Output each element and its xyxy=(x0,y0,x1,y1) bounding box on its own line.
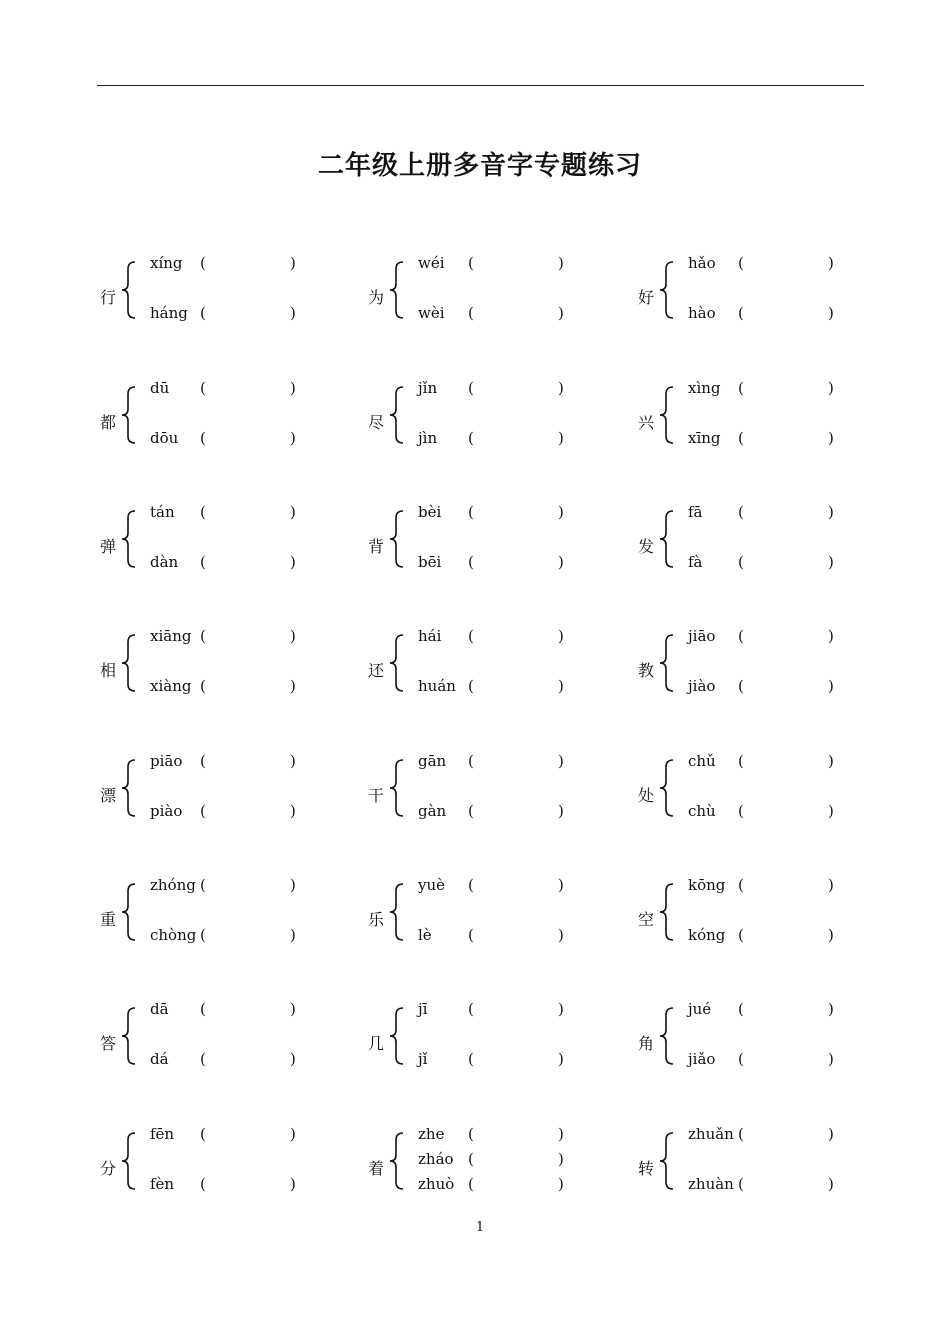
pinyin-label: zhuǎn xyxy=(688,1125,734,1143)
exercise-entry xyxy=(638,625,898,715)
answer-paren-open: ( xyxy=(200,1125,206,1143)
character: 行 xyxy=(100,288,117,307)
answer-paren-open: ( xyxy=(468,553,474,571)
character: 转 xyxy=(638,1159,655,1178)
answer-paren-open: ( xyxy=(738,429,744,447)
pinyin-label: jué xyxy=(688,1000,712,1018)
answer-paren-close: ) xyxy=(828,553,834,571)
answer-paren-open: ( xyxy=(200,752,206,770)
answer-paren-open: ( xyxy=(200,254,206,272)
pinyin-label: jiào xyxy=(688,677,716,695)
curly-brace-icon xyxy=(119,509,139,569)
answer-paren-open: ( xyxy=(738,553,744,571)
pinyin-label: fà xyxy=(688,553,703,571)
answer-paren-close: ) xyxy=(828,926,834,944)
answer-paren-close: ) xyxy=(828,1000,834,1018)
curly-brace-icon xyxy=(387,1006,407,1066)
curly-brace-icon xyxy=(387,385,407,445)
pinyin-label: zháo xyxy=(418,1150,454,1168)
answer-paren-open: ( xyxy=(200,304,206,322)
answer-paren-close: ) xyxy=(828,802,834,820)
answer-paren-open: ( xyxy=(468,1125,474,1143)
character: 发 xyxy=(638,537,655,556)
answer-paren-close: ) xyxy=(290,876,296,894)
pinyin-label: zhuàn xyxy=(688,1175,734,1193)
answer-paren-close: ) xyxy=(828,379,834,397)
character: 答 xyxy=(100,1034,117,1053)
curly-brace-icon xyxy=(657,260,677,320)
pinyin-label: zhuò xyxy=(418,1175,455,1193)
answer-paren-close: ) xyxy=(290,802,296,820)
pinyin-label: xìng xyxy=(688,379,721,397)
answer-paren-close: ) xyxy=(828,752,834,770)
answer-paren-open: ( xyxy=(468,254,474,272)
pinyin-label: zhóng xyxy=(150,876,196,894)
answer-paren-close: ) xyxy=(558,876,564,894)
pinyin-label: dá xyxy=(150,1050,169,1068)
answer-paren-close: ) xyxy=(290,627,296,645)
answer-paren-close: ) xyxy=(558,379,564,397)
pinyin-label: fèn xyxy=(150,1175,175,1193)
character: 重 xyxy=(100,910,117,929)
character: 几 xyxy=(368,1034,385,1053)
pinyin-label: jī xyxy=(418,1000,428,1018)
curly-brace-icon xyxy=(657,633,677,693)
exercise-entry xyxy=(638,998,898,1088)
answer-paren-open: ( xyxy=(200,553,206,571)
answer-paren-open: ( xyxy=(468,429,474,447)
answer-paren-open: ( xyxy=(468,926,474,944)
pinyin-label: huán xyxy=(418,677,456,695)
answer-paren-close: ) xyxy=(290,1000,296,1018)
pinyin-label: gàn xyxy=(418,802,447,820)
curly-brace-icon xyxy=(119,1006,139,1066)
exercise-entry xyxy=(368,1123,628,1213)
answer-paren-close: ) xyxy=(290,379,296,397)
character: 分 xyxy=(100,1159,117,1178)
pinyin-label: chù xyxy=(688,802,716,820)
answer-paren-close: ) xyxy=(558,802,564,820)
answer-paren-open: ( xyxy=(468,876,474,894)
curly-brace-icon xyxy=(119,633,139,693)
answer-paren-open: ( xyxy=(738,752,744,770)
answer-paren-open: ( xyxy=(738,876,744,894)
answer-paren-close: ) xyxy=(558,503,564,521)
pinyin-label: xīng xyxy=(688,429,721,447)
pinyin-label: háng xyxy=(150,304,188,322)
character: 背 xyxy=(368,537,385,556)
answer-paren-open: ( xyxy=(738,1125,744,1143)
answer-paren-open: ( xyxy=(738,802,744,820)
pinyin-label: tán xyxy=(150,503,175,521)
answer-paren-close: ) xyxy=(828,304,834,322)
character: 兴 xyxy=(638,413,655,432)
answer-paren-close: ) xyxy=(290,1050,296,1068)
curly-brace-icon xyxy=(387,1131,407,1191)
pinyin-label: dōu xyxy=(150,429,179,447)
pinyin-label: jǐ xyxy=(418,1050,428,1068)
exercise-entry xyxy=(100,501,360,591)
answer-paren-open: ( xyxy=(738,627,744,645)
answer-paren-open: ( xyxy=(468,503,474,521)
answer-paren-close: ) xyxy=(828,627,834,645)
character: 角 xyxy=(638,1034,655,1053)
answer-paren-open: ( xyxy=(468,1150,474,1168)
exercise-entry xyxy=(100,998,360,1088)
page-title: 二年级上册多音字专题练习 xyxy=(317,151,642,181)
pinyin-label: dū xyxy=(150,379,170,397)
exercise-entry xyxy=(100,377,360,467)
pinyin-label: jiǎo xyxy=(688,1050,716,1068)
pinyin-label: lè xyxy=(418,926,432,944)
curly-brace-icon xyxy=(387,509,407,569)
exercise-entry xyxy=(368,501,628,591)
curly-brace-icon xyxy=(119,758,139,818)
answer-paren-close: ) xyxy=(558,926,564,944)
answer-paren-open: ( xyxy=(468,1175,474,1193)
answer-paren-open: ( xyxy=(200,677,206,695)
answer-paren-open: ( xyxy=(468,304,474,322)
character: 好 xyxy=(638,288,655,307)
answer-paren-open: ( xyxy=(200,429,206,447)
answer-paren-close: ) xyxy=(828,1125,834,1143)
pinyin-label: chòng xyxy=(150,926,197,944)
answer-paren-open: ( xyxy=(468,677,474,695)
answer-paren-close: ) xyxy=(558,304,564,322)
answer-paren-open: ( xyxy=(200,503,206,521)
answer-paren-close: ) xyxy=(558,1050,564,1068)
curly-brace-icon xyxy=(119,260,139,320)
answer-paren-close: ) xyxy=(558,1000,564,1018)
exercise-entry xyxy=(638,750,898,840)
answer-paren-close: ) xyxy=(558,553,564,571)
answer-paren-open: ( xyxy=(738,926,744,944)
answer-paren-close: ) xyxy=(290,1125,296,1143)
pinyin-label: zhe xyxy=(418,1125,445,1143)
curly-brace-icon xyxy=(387,758,407,818)
answer-paren-open: ( xyxy=(738,254,744,272)
pinyin-label: jiāo xyxy=(688,627,716,645)
character: 处 xyxy=(638,786,655,805)
answer-paren-close: ) xyxy=(290,553,296,571)
answer-paren-close: ) xyxy=(828,254,834,272)
exercise-entry xyxy=(100,750,360,840)
character: 乐 xyxy=(368,910,385,929)
curly-brace-icon xyxy=(657,758,677,818)
exercise-entry xyxy=(638,874,898,964)
exercise-entry xyxy=(368,252,628,342)
exercise-entry xyxy=(368,750,628,840)
answer-paren-open: ( xyxy=(468,802,474,820)
answer-paren-open: ( xyxy=(200,876,206,894)
pinyin-label: hái xyxy=(418,627,442,645)
answer-paren-open: ( xyxy=(738,1000,744,1018)
curly-brace-icon xyxy=(387,260,407,320)
character: 教 xyxy=(638,661,655,680)
curly-brace-icon xyxy=(387,882,407,942)
exercise-entry xyxy=(100,874,360,964)
exercise-entry xyxy=(100,625,360,715)
answer-paren-open: ( xyxy=(468,1000,474,1018)
answer-paren-close: ) xyxy=(828,876,834,894)
answer-paren-close: ) xyxy=(558,677,564,695)
answer-paren-close: ) xyxy=(558,627,564,645)
character: 相 xyxy=(100,661,117,680)
exercise-entry xyxy=(638,377,898,467)
answer-paren-open: ( xyxy=(200,802,206,820)
pinyin-label: jìn xyxy=(418,429,438,447)
character: 漂 xyxy=(100,786,117,805)
exercise-entry xyxy=(368,625,628,715)
answer-paren-open: ( xyxy=(468,1050,474,1068)
answer-paren-close: ) xyxy=(828,1175,834,1193)
curly-brace-icon xyxy=(657,882,677,942)
pinyin-label: dā xyxy=(150,1000,169,1018)
pinyin-label: hǎo xyxy=(688,254,716,272)
answer-paren-close: ) xyxy=(828,429,834,447)
answer-paren-close: ) xyxy=(290,926,296,944)
pinyin-label: hào xyxy=(688,304,716,322)
character: 干 xyxy=(368,786,385,805)
curly-brace-icon xyxy=(657,509,677,569)
answer-paren-open: ( xyxy=(738,1050,744,1068)
answer-paren-open: ( xyxy=(738,1175,744,1193)
answer-paren-open: ( xyxy=(200,1050,206,1068)
exercise-entry xyxy=(368,998,628,1088)
answer-paren-close: ) xyxy=(828,677,834,695)
curly-brace-icon xyxy=(657,1006,677,1066)
answer-paren-close: ) xyxy=(828,1050,834,1068)
exercise-entry xyxy=(100,1123,360,1213)
answer-paren-close: ) xyxy=(828,503,834,521)
answer-paren-open: ( xyxy=(738,677,744,695)
pinyin-label: xíng xyxy=(150,254,183,272)
pinyin-label: fēn xyxy=(150,1125,175,1143)
answer-paren-close: ) xyxy=(558,1175,564,1193)
answer-paren-close: ) xyxy=(290,752,296,770)
pinyin-label: fā xyxy=(688,503,703,521)
curly-brace-icon xyxy=(119,1131,139,1191)
exercise-entry xyxy=(638,252,898,342)
page-number: 1 xyxy=(475,1220,485,1235)
character: 还 xyxy=(368,661,385,680)
curly-brace-icon xyxy=(119,385,139,445)
character: 着 xyxy=(368,1159,385,1178)
answer-paren-close: ) xyxy=(290,304,296,322)
answer-paren-close: ) xyxy=(290,677,296,695)
curly-brace-icon xyxy=(119,882,139,942)
answer-paren-close: ) xyxy=(290,503,296,521)
character: 尽 xyxy=(368,413,385,432)
curly-brace-icon xyxy=(657,1131,677,1191)
exercise-entry xyxy=(368,377,628,467)
curly-brace-icon xyxy=(657,385,677,445)
answer-paren-close: ) xyxy=(290,1175,296,1193)
answer-paren-open: ( xyxy=(468,379,474,397)
answer-paren-close: ) xyxy=(558,1125,564,1143)
answer-paren-open: ( xyxy=(200,1000,206,1018)
pinyin-label: xiàng xyxy=(150,677,192,695)
answer-paren-close: ) xyxy=(558,429,564,447)
curly-brace-icon xyxy=(387,633,407,693)
pinyin-label: chǔ xyxy=(688,752,716,770)
answer-paren-open: ( xyxy=(200,627,206,645)
pinyin-label: xiāng xyxy=(150,627,192,645)
character: 弹 xyxy=(100,537,117,556)
pinyin-label: kóng xyxy=(688,926,726,944)
exercise-entry xyxy=(638,501,898,591)
pinyin-label: piào xyxy=(150,802,183,820)
answer-paren-open: ( xyxy=(738,503,744,521)
answer-paren-close: ) xyxy=(558,752,564,770)
pinyin-label: dàn xyxy=(150,553,179,571)
pinyin-label: jǐn xyxy=(418,379,438,397)
exercise-entry xyxy=(638,1123,898,1213)
answer-paren-open: ( xyxy=(738,304,744,322)
exercise-entry xyxy=(100,252,360,342)
pinyin-label: piāo xyxy=(150,752,183,770)
character: 空 xyxy=(638,910,655,929)
answer-paren-close: ) xyxy=(290,254,296,272)
answer-paren-open: ( xyxy=(468,752,474,770)
pinyin-label: gān xyxy=(418,752,447,770)
header-rule xyxy=(97,85,864,86)
answer-paren-open: ( xyxy=(738,379,744,397)
answer-paren-open: ( xyxy=(200,379,206,397)
pinyin-label: kōng xyxy=(688,876,726,894)
answer-paren-open: ( xyxy=(200,926,206,944)
exercise-entry xyxy=(368,874,628,964)
character: 为 xyxy=(368,288,385,307)
pinyin-label: yuè xyxy=(418,876,446,894)
pinyin-label: wéi xyxy=(418,254,445,272)
pinyin-label: bèi xyxy=(418,503,442,521)
answer-paren-open: ( xyxy=(468,627,474,645)
answer-paren-open: ( xyxy=(200,1175,206,1193)
answer-paren-close: ) xyxy=(558,254,564,272)
answer-paren-close: ) xyxy=(290,429,296,447)
character: 都 xyxy=(100,413,117,432)
pinyin-label: wèi xyxy=(418,304,445,322)
answer-paren-close: ) xyxy=(558,1150,564,1168)
pinyin-label: bēi xyxy=(418,553,442,571)
